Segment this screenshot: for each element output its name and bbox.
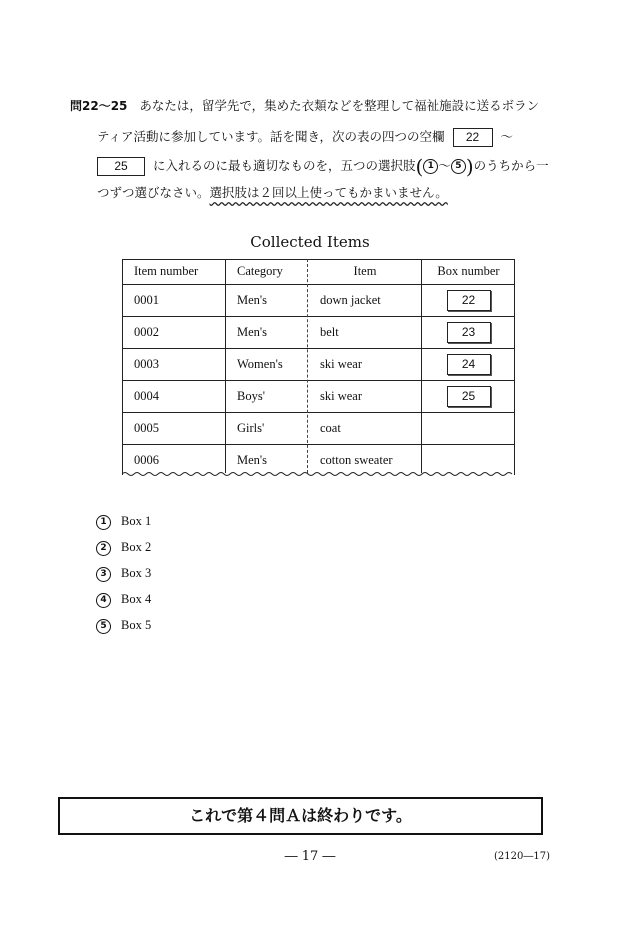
option-4[interactable] [96,592,151,608]
option-label: Box 1 [121,514,152,528]
question-line-4 [97,180,448,206]
cell-item-number: 0002 [122,317,225,349]
cell-category: Men's [225,445,308,477]
answer-box: 24 [447,354,491,375]
cell-item: ski wear [308,381,422,413]
table-row [122,349,515,381]
option-number-1-icon: 1 [96,515,111,530]
option-2[interactable] [96,540,151,556]
option-label: Box 2 [121,540,152,554]
table-torn-edge [122,471,516,479]
option-number-3-icon: 3 [96,567,111,582]
cell-category: Men's [225,317,308,349]
collected-items-table [122,259,515,476]
header-item-number: Item number [122,259,225,285]
page-code: (2120―17) [494,851,550,862]
table-row [122,413,515,445]
question-line-1 [70,93,539,119]
header-box-number: Box number [422,259,515,285]
answer-box: 25 [447,386,491,407]
question-text-line3: に入れるのに最も適切なものを，五つの選択肢 [152,158,416,173]
option-number-4-icon: 4 [96,593,111,608]
option-label: Box 4 [121,592,152,606]
column-divider [421,259,422,473]
cell-category: Girls' [225,413,308,445]
table-header-row [122,259,515,285]
header-item: Item [308,259,422,285]
option-label: Box 3 [121,566,152,580]
blank-box-first: 22 [453,128,493,147]
question-note-underlined: 選択肢は２回以上使ってもかまいません。 [209,185,448,200]
question-text-line1: あなたは，留学先で，集めた衣類などを整理して福祉施設に送るボラン [139,98,540,113]
option-label: Box 5 [121,618,152,632]
table-title: Collected Items [250,233,370,251]
cell-item-number: 0003 [122,349,225,381]
table-row [122,285,515,317]
column-divider [225,259,226,473]
cell-item-number: 0006 [122,445,225,477]
choice-range-last-icon: 5 [451,159,466,174]
table-row [122,381,515,413]
answer-box: 23 [447,322,491,343]
cell-box-empty [422,413,515,445]
table-row [122,317,515,349]
question-line-2 [97,124,513,150]
cell-category: Women's [225,349,308,381]
range-tilde: ～ [500,129,513,144]
option-3[interactable] [96,566,151,582]
question-text-line4: つずつ選びなさい。 [97,185,210,200]
cell-category: Men's [237,293,268,307]
page-number: ― 17 ― [284,849,336,864]
question-text-line2: ティア活動に参加しています。話を聞き，次の表の四つの空欄 [97,129,445,144]
end-message-box: これで第４問Ａは終わりです。 [58,797,543,835]
option-5[interactable] [96,618,151,634]
choice-range-sep: ～ [438,158,451,173]
option-number-2-icon: 2 [96,541,111,556]
cell-item-number: 0005 [122,413,225,445]
header-category: Category [225,259,308,285]
cell-item-number: 0001 [134,293,159,307]
cell-item: belt [308,317,422,349]
cell-item: down jacket [320,293,381,307]
column-divider-dashed [307,259,308,473]
question-text-line3b: のうちから一 [473,158,549,173]
cell-item-number: 0004 [122,381,225,413]
cell-category: Boys' [225,381,308,413]
cell-item: ski wear [308,349,422,381]
answer-box: 22 [447,290,491,311]
cell-item: cotton sweater [308,445,422,477]
question-number: 問22～25 [70,99,128,113]
option-number-5-icon: 5 [96,619,111,634]
blank-box-last: 25 [97,157,145,176]
choice-range-first-icon: 1 [423,159,438,174]
cell-item: coat [308,413,422,445]
question-line-3: 25 に入れるのに最も適切なものを，五つの選択肢( 1 ～ 5 )のうちから一 [97,153,549,179]
option-1[interactable] [96,514,151,530]
